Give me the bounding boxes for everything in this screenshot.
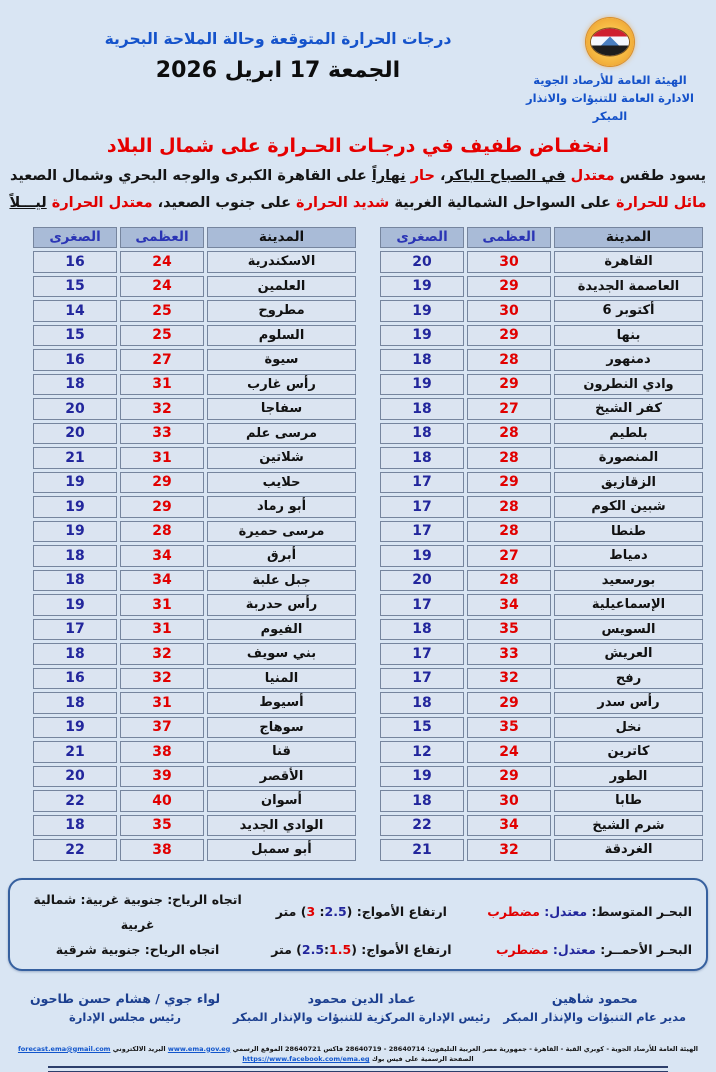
max-temp-cell: 33 <box>467 643 551 665</box>
min-temp-cell: 12 <box>380 741 464 763</box>
title-block <box>46 16 510 125</box>
min-temp-cell: 18 <box>380 692 464 714</box>
city-cell: قنا <box>207 741 356 763</box>
text-segment: على جنوب الصعيد، <box>152 194 297 211</box>
table-row <box>380 668 703 690</box>
text-segment: الصفحة الرسمية على فيس بوك <box>369 1055 474 1064</box>
signatory-name: محمود شاهين <box>551 990 638 1006</box>
text-segment: ( <box>300 904 307 920</box>
text-segment: شديد الحرارة <box>296 194 390 211</box>
table-row <box>380 374 703 396</box>
contact-link[interactable]: https://www.facebook.com/ema.eg <box>242 1055 370 1064</box>
max-temp-cell: 28 <box>467 423 551 445</box>
max-temp-cell: 31 <box>120 374 204 396</box>
max-temp-cell: 40 <box>120 790 204 812</box>
marine-conditions-box <box>8 878 708 971</box>
table-row <box>380 349 703 371</box>
contact-fineprint <box>0 1044 716 1065</box>
min-temp-cell: 19 <box>33 717 117 739</box>
max-temp-cell: 31 <box>120 692 204 714</box>
min-temp-cell: 16 <box>33 668 117 690</box>
column-header-min: الصغرى <box>380 227 464 249</box>
city-cell: دمنهور <box>554 349 703 371</box>
text-segment: : <box>324 941 330 957</box>
table-row <box>380 594 703 616</box>
text-segment: حار <box>405 168 435 185</box>
min-temp-cell: 18 <box>380 423 464 445</box>
min-temp-cell: 19 <box>33 472 117 494</box>
city-cell: كاترين <box>554 741 703 763</box>
min-temp-cell: 16 <box>33 251 117 273</box>
max-temp-cell: 24 <box>120 251 204 273</box>
max-temp-cell: 29 <box>467 472 551 494</box>
max-temp-cell: 28 <box>467 496 551 518</box>
column-header-city: المدينة <box>554 227 703 249</box>
max-temp-cell: 29 <box>467 276 551 298</box>
city-cell: مرسى علم <box>207 423 356 445</box>
city-cell: حلايب <box>207 472 356 494</box>
min-temp-cell: 15 <box>33 325 117 347</box>
table-row <box>380 619 703 641</box>
city-cell: سوهاج <box>207 717 356 739</box>
city-cell: طنطا <box>554 521 703 543</box>
city-cell: الطور <box>554 766 703 788</box>
max-temp-cell: 24 <box>120 276 204 298</box>
min-temp-cell: 22 <box>33 790 117 812</box>
min-temp-cell: 17 <box>380 668 464 690</box>
min-temp-cell: 21 <box>33 447 117 469</box>
city-cell: العاصمة الجديدة <box>554 276 703 298</box>
city-cell: كفر الشيخ <box>554 398 703 420</box>
min-temp-cell: 18 <box>33 692 117 714</box>
min-temp-cell: 18 <box>33 815 117 837</box>
min-temp-cell: 19 <box>33 496 117 518</box>
min-temp-cell: 20 <box>33 423 117 445</box>
min-temp-cell: 19 <box>380 300 464 322</box>
text-segment: البريد الالكتروني <box>110 1044 168 1053</box>
max-temp-cell: 31 <box>120 619 204 641</box>
min-temp-cell: 22 <box>380 815 464 837</box>
signatures <box>0 971 716 1024</box>
city-cell: شلاتين <box>207 447 356 469</box>
wind-direction: اتجاه الرياح: جنوبية شرقية <box>55 941 220 957</box>
city-cell: جبل علبة <box>207 570 356 592</box>
city-cell: رأس سدر <box>554 692 703 714</box>
city-cell: أبو سمبل <box>207 839 356 861</box>
max-temp-cell: 24 <box>467 741 551 763</box>
min-temp-cell: 15 <box>33 276 117 298</box>
table-row <box>33 717 356 739</box>
text-segment: : <box>315 904 325 920</box>
table-row <box>380 447 703 469</box>
table-header-row <box>380 227 703 249</box>
sea-state: البحـر الأحمــر: معتدل: مضطرب <box>495 941 692 957</box>
table-row <box>380 496 703 518</box>
max-temp-cell: 34 <box>467 815 551 837</box>
table-row <box>33 374 356 396</box>
doc-title: درجات الحرارة المتوقعة وحالة الملاحة البحرية <box>104 30 452 48</box>
min-temp-cell: 19 <box>380 374 464 396</box>
city-cell: أبرق <box>207 545 356 567</box>
marine-row-mediterranean <box>24 887 692 937</box>
city-cell: الاسكندرية <box>207 251 356 273</box>
max-temp-cell: 28 <box>120 521 204 543</box>
min-temp-cell: 18 <box>380 790 464 812</box>
city-cell: بورسعيد <box>554 570 703 592</box>
city-cell: بني سويف <box>207 643 356 665</box>
min-temp-cell: 17 <box>33 619 117 641</box>
max-temp-cell: 29 <box>467 692 551 714</box>
min-temp-cell: 17 <box>380 521 464 543</box>
max-temp-cell: 34 <box>467 594 551 616</box>
temps-table-east <box>377 224 706 864</box>
table-row <box>33 251 356 273</box>
table-row <box>33 545 356 567</box>
city-cell: بلطيم <box>554 423 703 445</box>
city-cell: طابا <box>554 790 703 812</box>
min-temp-cell: 19 <box>380 276 464 298</box>
table-row <box>33 839 356 861</box>
org-name: الهيئة العامة للأرصاد الجوية <box>533 73 687 87</box>
city-cell: الإسماعيلية <box>554 594 703 616</box>
city-cell: دمياط <box>554 545 703 567</box>
min-temp-cell: 20 <box>380 251 464 273</box>
table-row <box>33 668 356 690</box>
max-temp-cell: 25 <box>120 325 204 347</box>
city-cell: المنيا <box>207 668 356 690</box>
city-cell: شبين الكوم <box>554 496 703 518</box>
column-header-max: العظمى <box>120 227 204 249</box>
min-temp-cell: 16 <box>33 349 117 371</box>
text-segment: ، <box>434 168 446 185</box>
max-temp-cell: 29 <box>120 496 204 518</box>
max-temp-cell: 30 <box>467 300 551 322</box>
city-cell: أبو رماد <box>207 496 356 518</box>
max-temp-cell: 28 <box>467 521 551 543</box>
city-cell: الأقصر <box>207 766 356 788</box>
bulletin-date: الجمعة 17 ابريل 2026 <box>155 58 401 83</box>
max-temp-cell: 25 <box>120 300 204 322</box>
text-segment: الهيئة العامة للأرصاد الجوية - كوبري القبة - القاهرة - جمهورية مصر العربية التليفون: 28640714 - 28640719 فاكس 28640721 الموقع الرسمي <box>230 1044 699 1053</box>
min-temp-cell: 19 <box>380 325 464 347</box>
text-segment: 2.5 <box>324 904 347 920</box>
table-row <box>380 300 703 322</box>
city-cell: وادي النطرون <box>554 374 703 396</box>
ema-logo-oval <box>590 28 630 57</box>
text-segment: ) <box>346 904 353 920</box>
table-row <box>380 472 703 494</box>
max-temp-cell: 31 <box>120 594 204 616</box>
signatory-title: رئيس الإدارة المركزية للتنبؤات والإنذار المبكر <box>233 1009 491 1024</box>
city-cell: المنصورة <box>554 447 703 469</box>
max-temp-cell: 38 <box>120 839 204 861</box>
city-cell: رأس حدربة <box>207 594 356 616</box>
forecast-text <box>0 163 716 215</box>
table-row <box>380 398 703 420</box>
text-segment: معتدل <box>565 168 615 185</box>
min-temp-cell: 18 <box>380 447 464 469</box>
min-temp-cell: 19 <box>380 766 464 788</box>
max-temp-cell: 32 <box>467 668 551 690</box>
min-temp-cell: 20 <box>33 766 117 788</box>
contact-link[interactable]: www.ema.gov.eg <box>167 1044 231 1053</box>
text-segment: مائل للحرارة <box>615 194 707 211</box>
city-cell: السويس <box>554 619 703 641</box>
text-segment: يسود طقس <box>614 168 707 185</box>
max-temp-cell: 32 <box>120 398 204 420</box>
text-segment: نهاراً <box>371 168 406 185</box>
max-temp-cell: 34 <box>120 545 204 567</box>
max-temp-cell: 32 <box>467 839 551 861</box>
city-cell: مرسى حميرة <box>207 521 356 543</box>
headline: انخفـاض طفيف في درجـات الحـرارة على شمال البلاد <box>106 135 610 158</box>
table-row <box>380 790 703 812</box>
table-row <box>33 276 356 298</box>
table-row <box>380 815 703 837</box>
min-temp-cell: 21 <box>380 839 464 861</box>
column-header-max: العظمى <box>467 227 551 249</box>
city-cell: شرم الشيخ <box>554 815 703 837</box>
signatory-title: مدير عام التنبؤات والإنذار المبكر <box>503 1009 686 1024</box>
city-cell: السلوم <box>207 325 356 347</box>
max-temp-cell: 27 <box>467 545 551 567</box>
min-temp-cell: 17 <box>380 496 464 518</box>
city-cell: أكتوبر 6 <box>554 300 703 322</box>
table-row <box>33 521 356 543</box>
table-row <box>33 643 356 665</box>
city-cell: الفيوم <box>207 619 356 641</box>
max-temp-cell: 37 <box>120 717 204 739</box>
table-row <box>33 423 356 445</box>
table-row <box>33 447 356 469</box>
table-row <box>33 815 356 837</box>
max-temp-cell: 27 <box>120 349 204 371</box>
contact-link[interactable]: forecast.ema@gmail.com <box>17 1044 111 1053</box>
max-temp-cell: 30 <box>467 790 551 812</box>
max-temp-cell: 27 <box>467 398 551 420</box>
city-cell: العريش <box>554 643 703 665</box>
table-row <box>33 398 356 420</box>
max-temp-cell: 35 <box>467 717 551 739</box>
min-temp-cell: 18 <box>380 349 464 371</box>
table-row <box>380 521 703 543</box>
max-temp-cell: 38 <box>120 741 204 763</box>
table-row <box>380 325 703 347</box>
table-row <box>380 570 703 592</box>
temps-table-west <box>30 224 359 864</box>
text-segment: 3 <box>306 904 316 920</box>
signature-forecast-director <box>503 991 686 1024</box>
city-cell: بنها <box>554 325 703 347</box>
table-row <box>380 276 703 298</box>
wave-height: ارتفاع الأمواج: (3 :2.5) متر <box>275 904 447 920</box>
text-segment: في الصباح الباكر <box>445 168 566 185</box>
text-segment: على السواحل الشمالية الغربية <box>389 194 616 211</box>
min-temp-cell: 19 <box>33 594 117 616</box>
table-row <box>380 741 703 763</box>
wave-height: ارتفاع الأمواج: (2.5:1.5) متر <box>271 941 452 957</box>
min-temp-cell: 17 <box>380 594 464 616</box>
city-cell: مطروح <box>207 300 356 322</box>
wind-direction: اتجاه الرياح: جنوبية غربية: شمالية غربية <box>33 891 242 932</box>
city-cell: الغردقة <box>554 839 703 861</box>
table-row <box>33 619 356 641</box>
min-temp-cell: 19 <box>380 545 464 567</box>
table-row <box>33 692 356 714</box>
min-temp-cell: 19 <box>33 521 117 543</box>
table-row <box>33 594 356 616</box>
max-temp-cell: 33 <box>120 423 204 445</box>
text-segment: ) <box>351 941 357 957</box>
text-segment: معتدل الحرارة <box>51 194 153 211</box>
min-temp-cell: 14 <box>33 300 117 322</box>
max-temp-cell: 29 <box>467 325 551 347</box>
city-cell: الزقازيق <box>554 472 703 494</box>
signatory-name: عماد الدين محمود <box>307 990 416 1006</box>
table-row <box>33 570 356 592</box>
max-temp-cell: 28 <box>467 447 551 469</box>
min-temp-cell: 22 <box>33 839 117 861</box>
max-temp-cell: 30 <box>467 251 551 273</box>
table-row <box>380 643 703 665</box>
signature-board-chairman <box>30 991 220 1024</box>
min-temp-cell: 18 <box>380 398 464 420</box>
org-block <box>510 16 710 125</box>
text-segment: 2.5 <box>301 941 325 957</box>
city-cell: سيوة <box>207 349 356 371</box>
text-segment: ( <box>296 941 302 957</box>
min-temp-cell: 18 <box>33 374 117 396</box>
marine-row-red-sea <box>24 937 692 962</box>
table-row <box>380 545 703 567</box>
max-temp-cell: 28 <box>467 349 551 371</box>
table-row <box>33 741 356 763</box>
min-temp-cell: 15 <box>380 717 464 739</box>
table-row <box>380 839 703 861</box>
forecast-line-2 <box>8 190 708 216</box>
table-row <box>33 766 356 788</box>
signatory-title: رئيس مجلس الإدارة <box>69 1009 182 1024</box>
table-row <box>380 423 703 445</box>
min-temp-cell: 21 <box>33 741 117 763</box>
signatory-name: لواء جوي / هشام حسن طاحون <box>30 990 221 1006</box>
table-row <box>380 692 703 714</box>
table-row <box>380 766 703 788</box>
sea-state: البحـر المتوسط: معتدل: مضطرب <box>487 904 692 920</box>
max-temp-cell: 32 <box>120 668 204 690</box>
text-segment: 1.5 <box>329 941 352 957</box>
column-header-city: المدينة <box>207 227 356 249</box>
max-temp-cell: 29 <box>467 374 551 396</box>
max-temp-cell: 32 <box>120 643 204 665</box>
footer-divider <box>48 1066 668 1072</box>
max-temp-cell: 35 <box>467 619 551 641</box>
forecast-line-1 <box>8 163 708 189</box>
table-row <box>380 717 703 739</box>
city-cell: أسوان <box>207 790 356 812</box>
table-row <box>33 790 356 812</box>
min-temp-cell: 17 <box>380 472 464 494</box>
table-row <box>380 251 703 273</box>
city-cell: الوادي الجديد <box>207 815 356 837</box>
min-temp-cell: 18 <box>380 619 464 641</box>
ema-logo-icon <box>586 18 634 66</box>
max-temp-cell: 29 <box>120 472 204 494</box>
max-temp-cell: 28 <box>467 570 551 592</box>
city-cell: القاهرة <box>554 251 703 273</box>
max-temp-cell: 35 <box>120 815 204 837</box>
max-temp-cell: 39 <box>120 766 204 788</box>
min-temp-cell: 18 <box>33 545 117 567</box>
max-temp-cell: 29 <box>467 766 551 788</box>
min-temp-cell: 20 <box>380 570 464 592</box>
header <box>0 0 716 125</box>
temperature-tables <box>0 216 716 864</box>
min-temp-cell: 18 <box>33 570 117 592</box>
city-cell: سفاجا <box>207 398 356 420</box>
min-temp-cell: 18 <box>33 643 117 665</box>
city-cell: رأس غارب <box>207 374 356 396</box>
text-segment: ليـــلاً <box>9 194 47 211</box>
mountain-icon <box>601 37 619 46</box>
min-temp-cell: 20 <box>33 398 117 420</box>
table-row <box>33 325 356 347</box>
table-row <box>33 472 356 494</box>
table-row <box>33 349 356 371</box>
table-row <box>33 300 356 322</box>
city-cell: العلمين <box>207 276 356 298</box>
max-temp-cell: 34 <box>120 570 204 592</box>
max-temp-cell: 31 <box>120 447 204 469</box>
text-segment: على القاهرة الكبرى والوجه البحري وشمال الصعيد <box>9 168 372 185</box>
min-temp-cell: 17 <box>380 643 464 665</box>
signature-central-admin-head <box>233 991 490 1024</box>
table-header-row <box>33 227 356 249</box>
org-department: الادارة العامة للتنبؤات والانذار المبكر <box>526 90 694 123</box>
column-header-min: الصغرى <box>33 227 117 249</box>
table-row <box>33 496 356 518</box>
city-cell: رفح <box>554 668 703 690</box>
city-cell: أسيوط <box>207 692 356 714</box>
city-cell: نخل <box>554 717 703 739</box>
